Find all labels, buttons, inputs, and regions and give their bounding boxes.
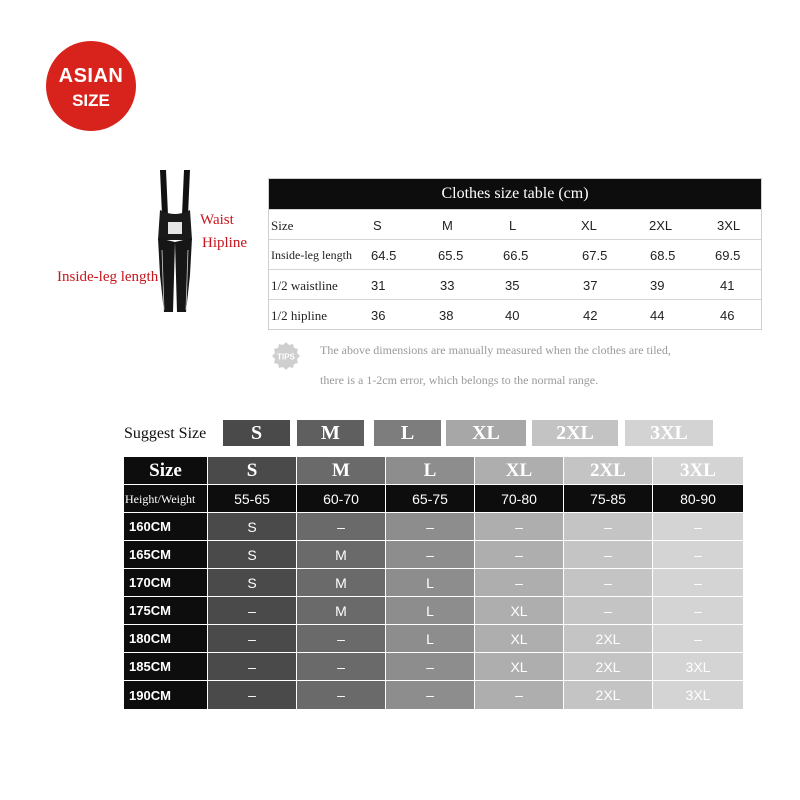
tips-line2: there is a 1-2cm error, which belongs to the normal range. — [320, 373, 599, 387]
grid-cell: 3XL — [653, 681, 744, 710]
table-cell: 2XL — [649, 218, 673, 233]
suggest-size-l: L — [374, 420, 441, 446]
grid-cell: – — [297, 625, 386, 653]
grid-cell: – — [475, 569, 564, 597]
tips-line1: The above dimensions are manually measured when the clothes are tiled, — [320, 343, 671, 357]
grid-cell: M — [297, 541, 386, 569]
grid-size-header: 2XL — [564, 457, 653, 485]
grid-cell: – — [208, 681, 297, 710]
waist-label: Waist — [200, 212, 234, 228]
grid-cell: – — [297, 513, 386, 541]
grid-size-header: 3XL — [653, 457, 744, 485]
row-label: Size — [271, 218, 294, 233]
grid-cell: S — [208, 541, 297, 569]
table-cell: 35 — [505, 278, 520, 293]
table-cell: 38 — [439, 308, 454, 323]
grid-cell: L — [386, 597, 475, 625]
grid-cell: – — [475, 681, 564, 710]
grid-size-header: S — [208, 457, 297, 485]
grid-size-header: M — [297, 457, 386, 485]
table-cell: 69.5 — [715, 248, 741, 263]
table-row — [269, 209, 761, 239]
bib-tights-image — [140, 160, 210, 320]
grid-cell: XL — [475, 597, 564, 625]
grid-cell: 2XL — [564, 625, 653, 653]
table-cell: 36 — [371, 308, 386, 323]
grid-cell: S — [208, 513, 297, 541]
grid-cell: – — [208, 625, 297, 653]
suggest-size-2xl: 2XL — [532, 420, 618, 446]
grid-cell: S — [208, 569, 297, 597]
table-cell: L — [509, 218, 517, 233]
clothes-size-table — [268, 178, 762, 330]
table-cell: 39 — [650, 278, 665, 293]
grid-cell: – — [208, 653, 297, 681]
grid-height-label: 170CM — [124, 569, 208, 597]
table-cell: XL — [581, 218, 597, 233]
tips-icon — [270, 340, 302, 372]
grid-hw-label: Height/Weight — [124, 485, 208, 513]
table-cell: 40 — [505, 308, 520, 323]
table-cell: 44 — [650, 308, 665, 323]
table-cell: 67.5 — [582, 248, 608, 263]
grid-cell: 2XL — [564, 653, 653, 681]
suggest-size-m: M — [297, 420, 364, 446]
table-cell: 65.5 — [438, 248, 464, 263]
grid-height-label: 190CM — [124, 681, 208, 710]
table-cell: 37 — [583, 278, 598, 293]
grid-cell: L — [386, 625, 475, 653]
table-cell: 33 — [440, 278, 455, 293]
grid-cell: L — [386, 569, 475, 597]
grid-height-label: 165CM — [124, 541, 208, 569]
inside-leg-label: Inside-leg length — [57, 269, 159, 285]
grid-hw-value: 65-75 — [386, 485, 475, 513]
hipline-label: Hipline — [202, 235, 247, 251]
grid-corner-label: Size — [124, 457, 208, 485]
table-row — [269, 239, 761, 269]
table-row — [269, 269, 761, 299]
grid-cell: – — [564, 569, 653, 597]
row-label: 1/2 hipline — [271, 308, 327, 323]
suggest-size-xl: XL — [446, 420, 526, 446]
size-recommendation-grid — [124, 457, 744, 710]
grid-hw-value: 55-65 — [208, 485, 297, 513]
grid-cell: 2XL — [564, 681, 653, 710]
tips-icon-text: TIPS — [277, 352, 295, 362]
grid-cell: M — [297, 597, 386, 625]
grid-cell: – — [386, 681, 475, 710]
grid-cell: – — [653, 569, 744, 597]
table-row — [269, 299, 761, 329]
table-cell: 42 — [583, 308, 598, 323]
grid-cell: – — [475, 513, 564, 541]
badge-line1: ASIAN — [58, 65, 124, 87]
table-cell: M — [442, 218, 453, 233]
grid-height-label: 185CM — [124, 653, 208, 681]
table-cell: 46 — [720, 308, 735, 323]
table-cell: 41 — [720, 278, 735, 293]
grid-cell: – — [564, 513, 653, 541]
grid-cell: – — [653, 513, 744, 541]
row-label: 1/2 waistline — [271, 278, 338, 293]
grid-cell: XL — [475, 653, 564, 681]
grid-cell: – — [386, 653, 475, 681]
clothes-table-title: Clothes size table (cm) — [269, 179, 761, 209]
grid-cell: – — [653, 541, 744, 569]
grid-cell: – — [564, 541, 653, 569]
grid-cell: – — [386, 513, 475, 541]
grid-cell: – — [297, 681, 386, 710]
grid-cell: – — [386, 541, 475, 569]
grid-size-header: L — [386, 457, 475, 485]
grid-height-label: 180CM — [124, 625, 208, 653]
table-cell: S — [373, 218, 382, 233]
grid-hw-value: 60-70 — [297, 485, 386, 513]
grid-cell: – — [653, 597, 744, 625]
grid-cell: XL — [475, 625, 564, 653]
grid-cell: – — [564, 597, 653, 625]
table-cell: 64.5 — [371, 248, 397, 263]
suggest-size-3xl: 3XL — [625, 420, 713, 446]
grid-hw-value: 75-85 — [564, 485, 653, 513]
table-cell: 31 — [371, 278, 386, 293]
grid-hw-value: 70-80 — [475, 485, 564, 513]
grid-hw-value: 80-90 — [653, 485, 744, 513]
grid-cell: – — [653, 625, 744, 653]
grid-cell: – — [208, 597, 297, 625]
table-cell: 68.5 — [650, 248, 676, 263]
grid-height-label: 175CM — [124, 597, 208, 625]
grid-height-label: 160CM — [124, 513, 208, 541]
suggest-size-s: S — [223, 420, 290, 446]
table-cell: 3XL — [717, 218, 741, 233]
suggest-size-label: Suggest Size — [124, 425, 207, 442]
grid-cell: 3XL — [653, 653, 744, 681]
badge-line2: SIZE — [72, 91, 110, 110]
grid-cell: – — [297, 653, 386, 681]
grid-size-header: XL — [475, 457, 564, 485]
row-label: Inside-leg length — [271, 248, 352, 262]
asian-size-badge — [46, 41, 136, 131]
grid-cell: – — [475, 541, 564, 569]
table-cell: 66.5 — [503, 248, 529, 263]
grid-cell: M — [297, 569, 386, 597]
